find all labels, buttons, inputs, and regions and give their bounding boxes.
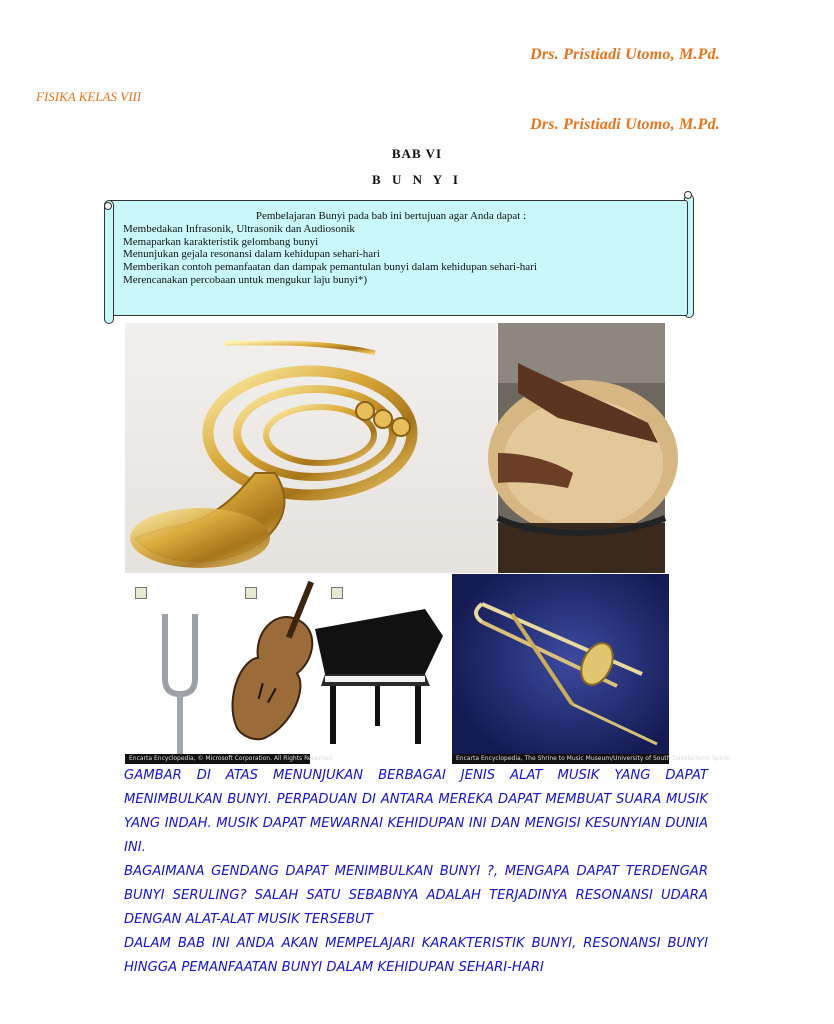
scroll-curl-left (104, 200, 114, 324)
chapter-title: B U N Y I (372, 172, 462, 187)
objective-item: Memaparkan karakteristik gelombang bunyi (123, 235, 319, 248)
body-paragraph-2: BAGAIMANA GENDANG DAPAT MENIMBULKAN BUNYI ?, MENGAPA DAPAT TERDENGAR BUNYI SERULING? SALAH SATU SEBABNYA ADALAH TERJADINYA RESONANSI UDARA DENGAN ALAT-ALAT MUSIK TERSEBUT (124, 864, 708, 927)
trombone-image (452, 574, 731, 764)
instruments-image (125, 574, 450, 764)
trombone-caption: Encarta Encyclopedia, The Shrine to Music Museum/University of South Dakota/Sims Spicer (452, 754, 669, 764)
author-name-top: Drs. Pristiadi Utomo, M.Pd. (530, 46, 720, 63)
objective-item: Merencanakan percobaan untuk mengukur laju bunyi*) (123, 273, 368, 286)
french-horn-image (125, 323, 497, 573)
objectives-intro: Pembelajaran Bunyi pada bab ini bertujuan agar Anda dapat : (255, 210, 527, 222)
trombone-icon (452, 574, 669, 764)
drum-icon (498, 323, 665, 573)
objective-item: Memberikan contoh pemanfaatan dan dampak pemantulan bunyi dalam kehidupan sehari-hari (123, 261, 537, 274)
instruments-icon (125, 574, 450, 764)
french-horn-icon (125, 323, 497, 573)
speaker-icon[interactable] (331, 587, 343, 599)
subject-label: FISIKA KELAS VIII (36, 89, 142, 104)
drum-image (498, 323, 665, 573)
author-name: Drs. Pristiadi Utomo, M.Pd. (530, 116, 720, 133)
objectives-scroll (108, 200, 688, 316)
chapter-number: BAB VI (391, 146, 443, 161)
body-paragraph-1: GAMBAR DI ATAS MENUNJUKAN BERBAGAI JENIS ALAT MUSIK YANG DAPAT MENIMBULKAN BUNYI. PERPADUAN DI ANTARA MEREKA DAPAT MEMBUAT SUARA MUSIK YANG INDAH. MUSIK DAPAT MEWARNAI KEHIDUPAN INI DAN MENGISI KESUNYIAN DUNIA INI. (124, 768, 708, 855)
instruments-caption: Encarta Encyclopedia, © Microsoft Corporation. All Rights Reserved. (125, 754, 310, 764)
objective-item: Menunjukan gejala resonansi dalam kehidupan sehari-hari (123, 248, 380, 261)
speaker-icon[interactable] (135, 587, 147, 599)
body-paragraph-3: DALAM BAB INI ANDA AKAN MEMPELAJARI KARAKTERISTIK BUNYI, RESONANSI BUNYI HINGGA PEMANFAATAN BUNYI DALAM KEHIDUPAN SEHARI-HARI (124, 936, 708, 975)
objective-item: Membedakan Infrasonik, Ultrasonik dan Audiosonik (123, 222, 355, 235)
speaker-icon[interactable] (245, 587, 257, 599)
